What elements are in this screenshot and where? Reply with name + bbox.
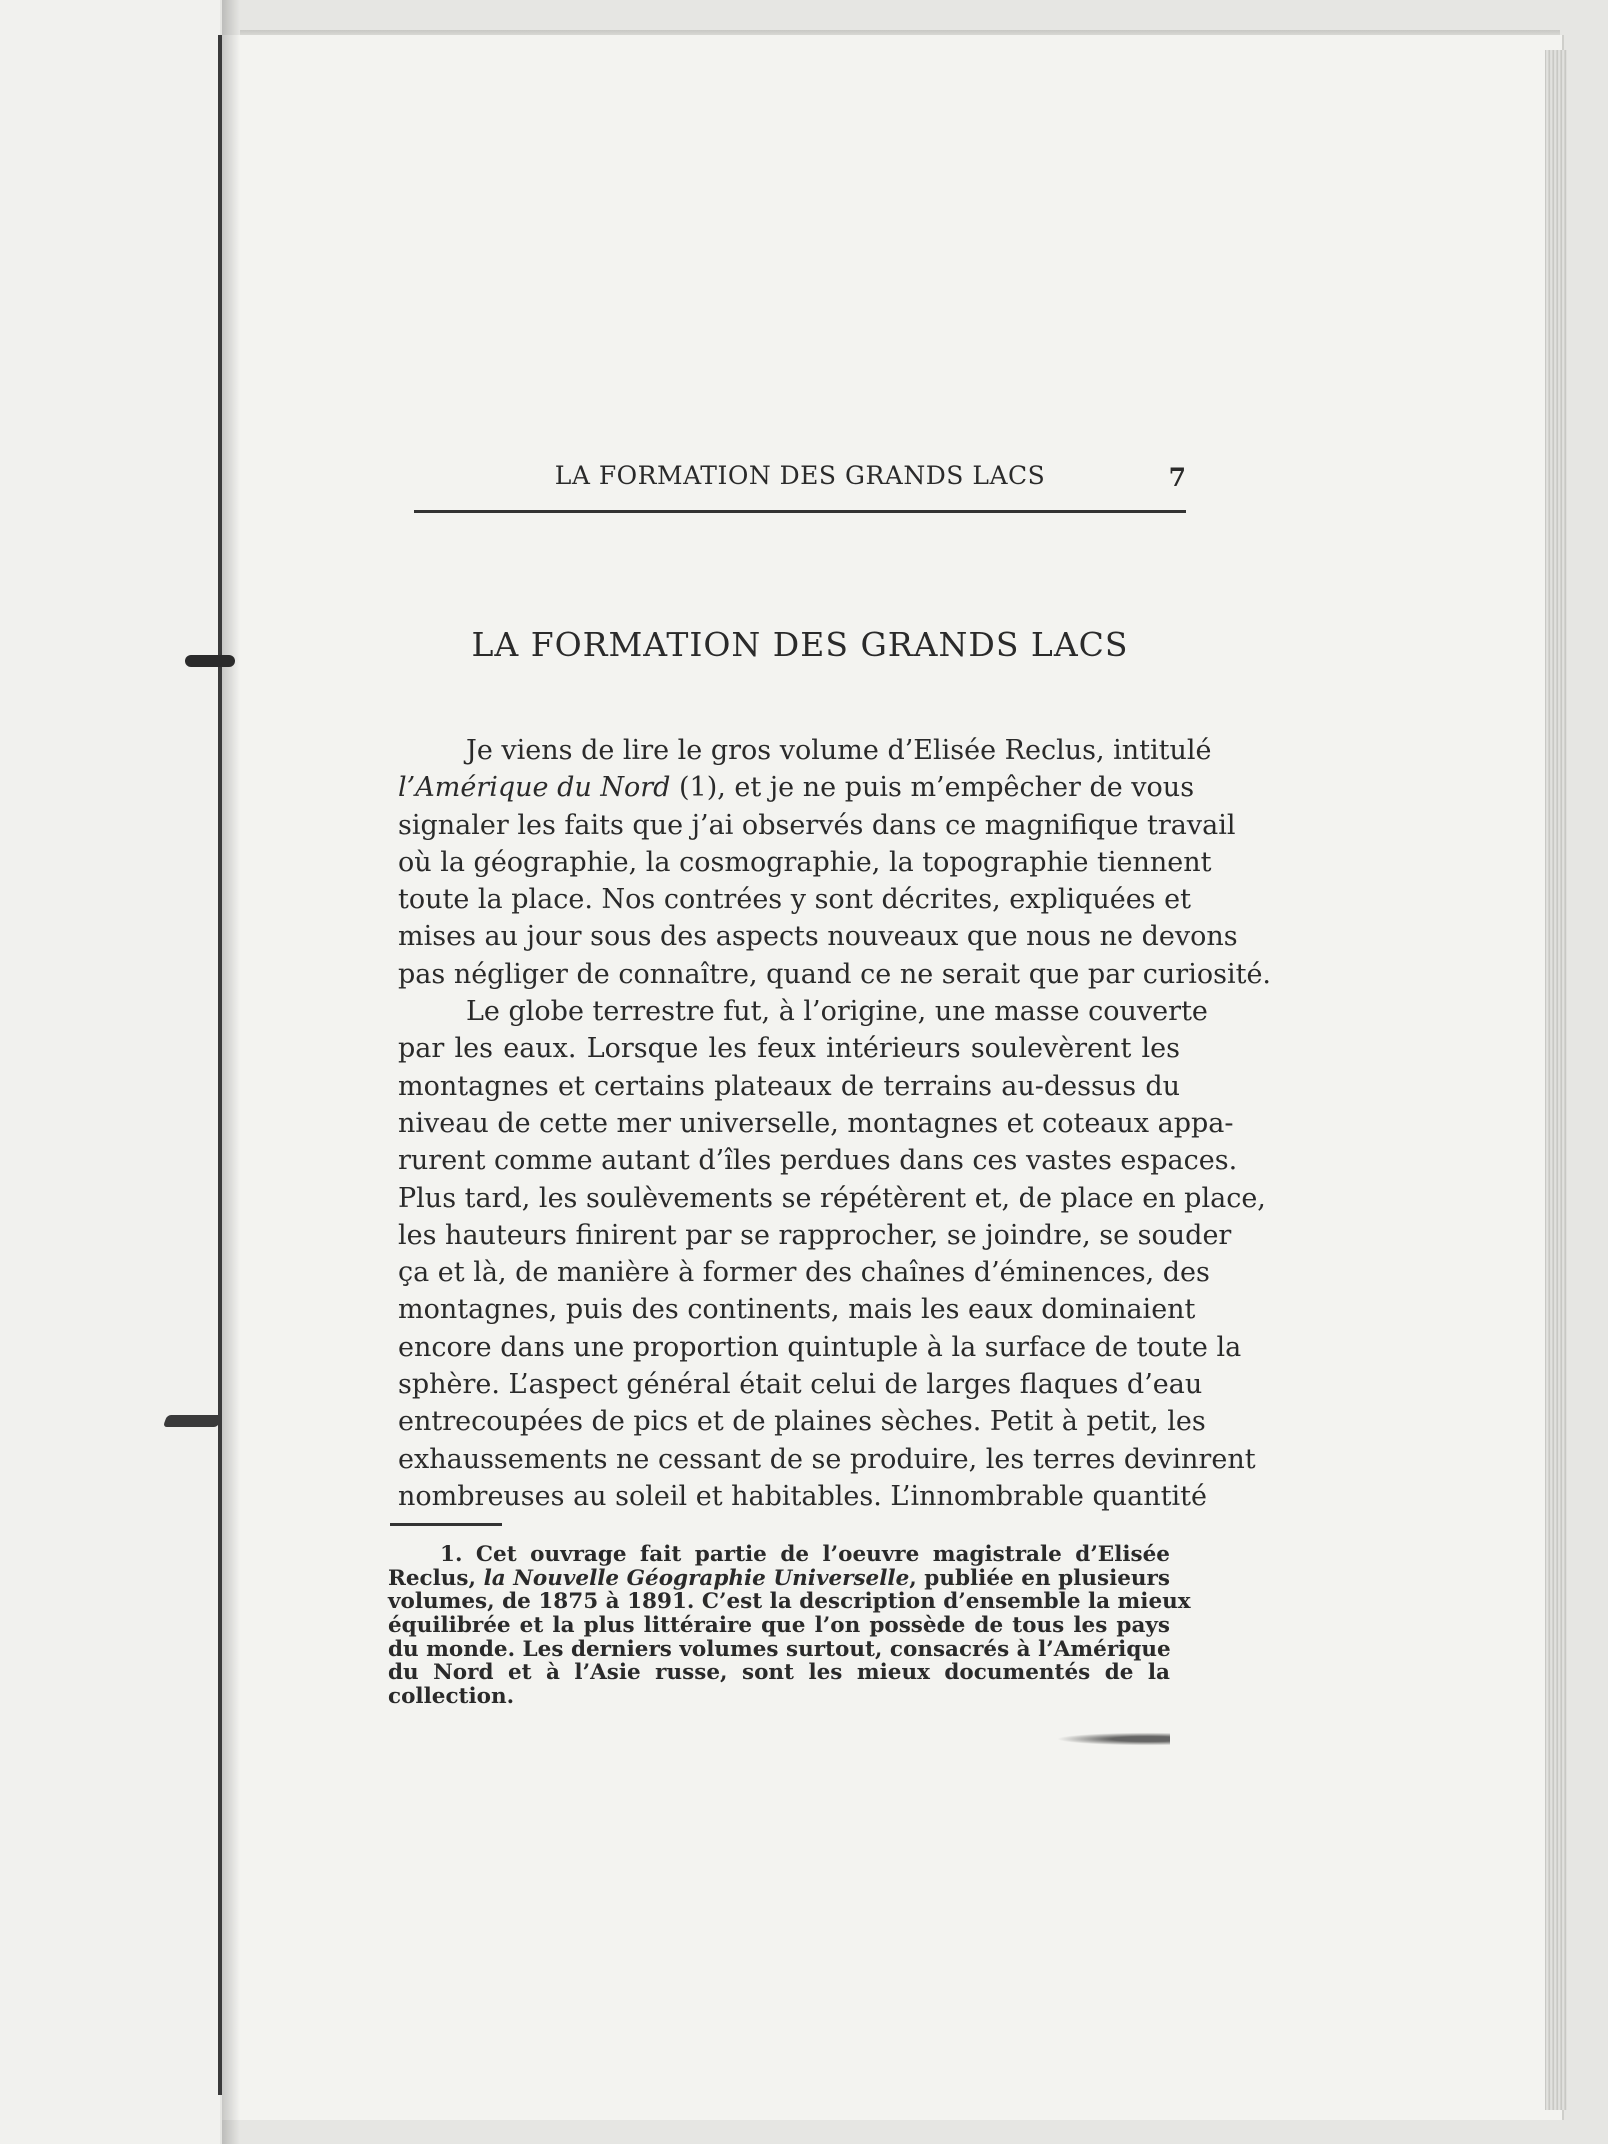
text-line: Le globe terrestre fut, à l’origine, une masse couverte [466,996,1208,1028]
running-head [414,454,1186,514]
text-line: pas négliger de connaître, quand ce ne serait que par curiosité. [398,958,1272,990]
footnote-rule [390,1523,502,1526]
footnote-line: du monde. Les derniers volumes surtout, consacrés à l’Amérique [388,1636,1171,1662]
text-line: entrecoupées de pics et de plaines sèches. Petit à petit, les [398,1406,1206,1438]
text-line: exhaussements ne cessant de se produire, les terres devinrent [398,1443,1256,1475]
spine-shadow [222,0,240,2144]
text-line: montagnes, puis des continents, mais les eaux dominaient [398,1294,1196,1326]
header-rule [414,510,1186,513]
text-line: Plus tard, les soulèvements se répétèrent et, de place en place, [398,1182,1266,1214]
footnote-line: Reclus, la Nouvelle Géographie Universelle, publiée en plusieurs [388,1565,1170,1591]
running-title: LA FORMATION DES GRANDS LACS [554,461,1046,490]
text-line: les hauteurs finirent par se rapprocher, se joindre, se souder [398,1219,1232,1251]
facing-page-edge [0,0,220,2144]
footnote [388,1542,1191,1710]
text-line: montagnes et certains plateaux de terrains au-dessus du [398,1070,1180,1102]
chapter-title: LA FORMATION DES GRANDS LACS [471,625,1129,664]
text-line: Je viens de lire le gros volume d’Elisée Reclus, intitulé [466,735,1212,766]
text-line: signaler les faits que j’ai observés dans ce magnifique travail [398,809,1236,841]
footnote-line: du Nord et à l’Asie russe, sont les mieux documentés de la [388,1660,1170,1686]
ink-smudge [1020,1730,1170,1748]
footnote-line: collection. [388,1684,515,1710]
footnote-line: volumes, de 1875 à 1891. C’est la description d’ensemble la mieux [388,1589,1191,1615]
body-text [398,732,1272,1515]
text-line: niveau de cette mer universelle, montagnes et coteaux appa- [398,1107,1234,1139]
text-line: nombreuses au soleil et habitables. L’innombrable quantité [398,1480,1207,1512]
binding-mark [163,1415,222,1427]
text-line: par les eaux. Lorsque les feux intérieurs soulevèrent les [398,1033,1180,1065]
text-line: ça et là, de manière à former des chaînes d’éminences, des [398,1257,1210,1289]
binding-mark [185,655,235,667]
page-fore-edge [1545,50,1567,2110]
italic-title: la Nouvelle Géographie Universelle [483,1565,910,1591]
footnote-line: 1. Cet ouvrage fait partie de l’oeuvre magistrale d’Elisée [440,1542,1170,1567]
italic-title: l’Amérique du Nord [398,772,671,804]
text-line: mises au jour sous des aspects nouveaux que nous ne devons [398,921,1238,953]
text-line: encore dans une proportion quintuple à la surface de toute la [398,1331,1242,1363]
text-line: toute la place. Nos contrées y sont décrites, expliquées et [398,884,1191,916]
page-number: 7 [1168,463,1186,492]
text-line: où la géographie, la cosmographie, la topographie tiennent [398,846,1212,878]
text-line: l’Amérique du Nord (1), et je ne puis m’empêcher de vous [398,772,1195,804]
text-line: sphère. L’aspect général était celui de larges flaques d’eau [398,1369,1203,1401]
footnote-line: équilibrée et la plus littéraire que l’on possède de tous les pays [388,1613,1170,1639]
text-line: rurent comme autant d’îles perdues dans ces vastes espaces. [398,1145,1238,1177]
